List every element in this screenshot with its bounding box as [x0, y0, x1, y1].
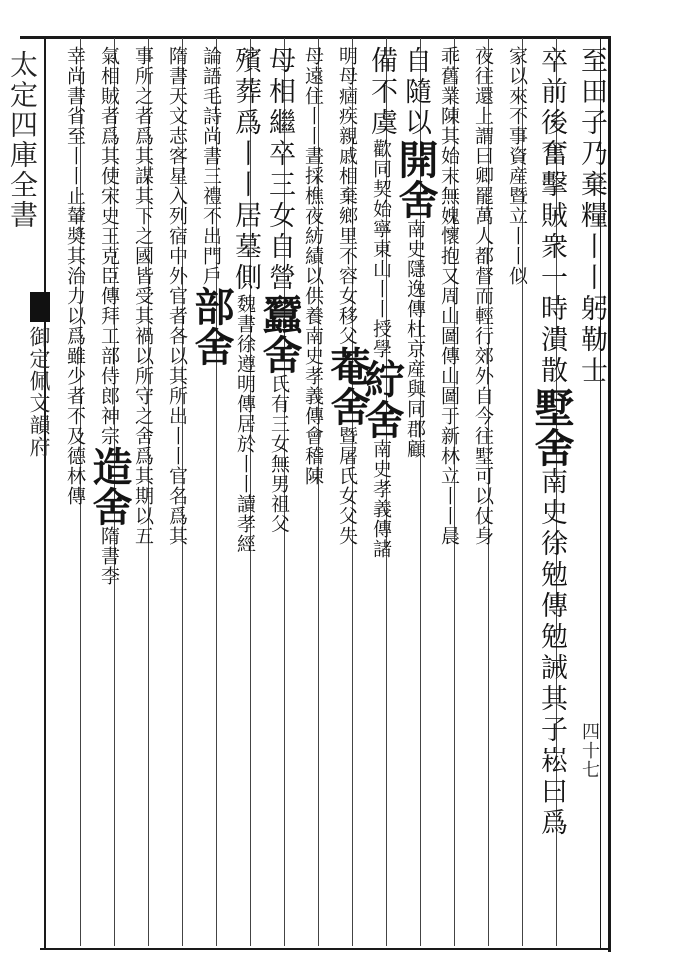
headword: 部舍 [188, 286, 235, 366]
column-text: 隋書李 [98, 526, 120, 586]
headword: 紵舍 [358, 359, 405, 439]
fold-rule [44, 36, 46, 950]
column-text: 南史孝義傳諸 [370, 439, 392, 559]
column-text: 夜往還上謂曰卿罷萬人都督而輕行郊外自今往墅可以仗身 [472, 46, 494, 546]
headword: 菴舍 [324, 346, 371, 426]
column-text: 卒前後奮擊賊衆一時潰散 [536, 46, 567, 387]
column-text: 南史徐勉傳勉誡其子崧曰爲 [536, 467, 567, 839]
column-text: 乖舊業陳其始末無媿懷抱又周山圖傳山圖于新林立丨丨晨 [438, 46, 460, 546]
column-text: 幸尚書省至丨丨止輦奬其治力以爲雖少者不及 [64, 46, 86, 446]
column-text: 殯葬爲丨丨居墓側 [230, 46, 261, 294]
column-text: 母相繼卒三女自營 [264, 46, 295, 294]
column-text: 自隨以 [400, 46, 431, 139]
headword: 墅舍 [528, 387, 575, 467]
column-text: 南史隱逸傳杜京産與同郡顧 [404, 219, 426, 459]
page-number: 四十七 [579, 722, 600, 779]
column-text: 事所之者爲其謀其下之國皆受其禍以所守之舍爲其期以五 [132, 46, 154, 546]
column-text: 氏有三女無男祖父 [268, 374, 290, 534]
column-text: 母遠住丨丨晝採樵夜紡績以供養 [302, 46, 324, 326]
column-text: 德林傳 [64, 446, 86, 506]
column-text: 氣相賊者爲其使宋史王克臣傳拜工部侍郎神宗 [98, 46, 120, 446]
column-text: 明母痼疾親戚相棄鄉里不容女移父 [336, 46, 358, 346]
column-text: 備不虞 [366, 46, 397, 139]
column-text: 歡同契始寧東山丨丨授學 [370, 139, 392, 359]
column-text: 南史孝義傳會稽陳 [302, 326, 324, 486]
headword: 開舍 [392, 139, 439, 219]
column-text: 家以來不事資産暨立丨丨似 [506, 46, 528, 286]
headword: 蠶舍 [256, 294, 303, 374]
text-column-16 [52, 46, 98, 506]
text-column-1 [568, 46, 614, 387]
fold-book-title: 御定佩文韻府 [27, 326, 51, 458]
headword: 造舍 [86, 446, 133, 526]
column-text: 魏書徐遵明傳居於丨丨讀孝經 [234, 294, 256, 554]
column-text: 隋書天文志客星入列宿中外官者各以其所出丨丨官名爲其 [166, 46, 188, 546]
frame-bottom-rule [40, 948, 610, 950]
column-text: 論語毛詩尚書三禮不出門戶 [200, 46, 222, 286]
column-text: 暨屠氏女父失 [336, 426, 358, 546]
fold-black-block [30, 292, 50, 322]
column-text: 至田子乃棄糧丨丨躬勒士 [576, 46, 607, 387]
fold-book-title-top: 太定四庫全書 [6, 50, 39, 230]
